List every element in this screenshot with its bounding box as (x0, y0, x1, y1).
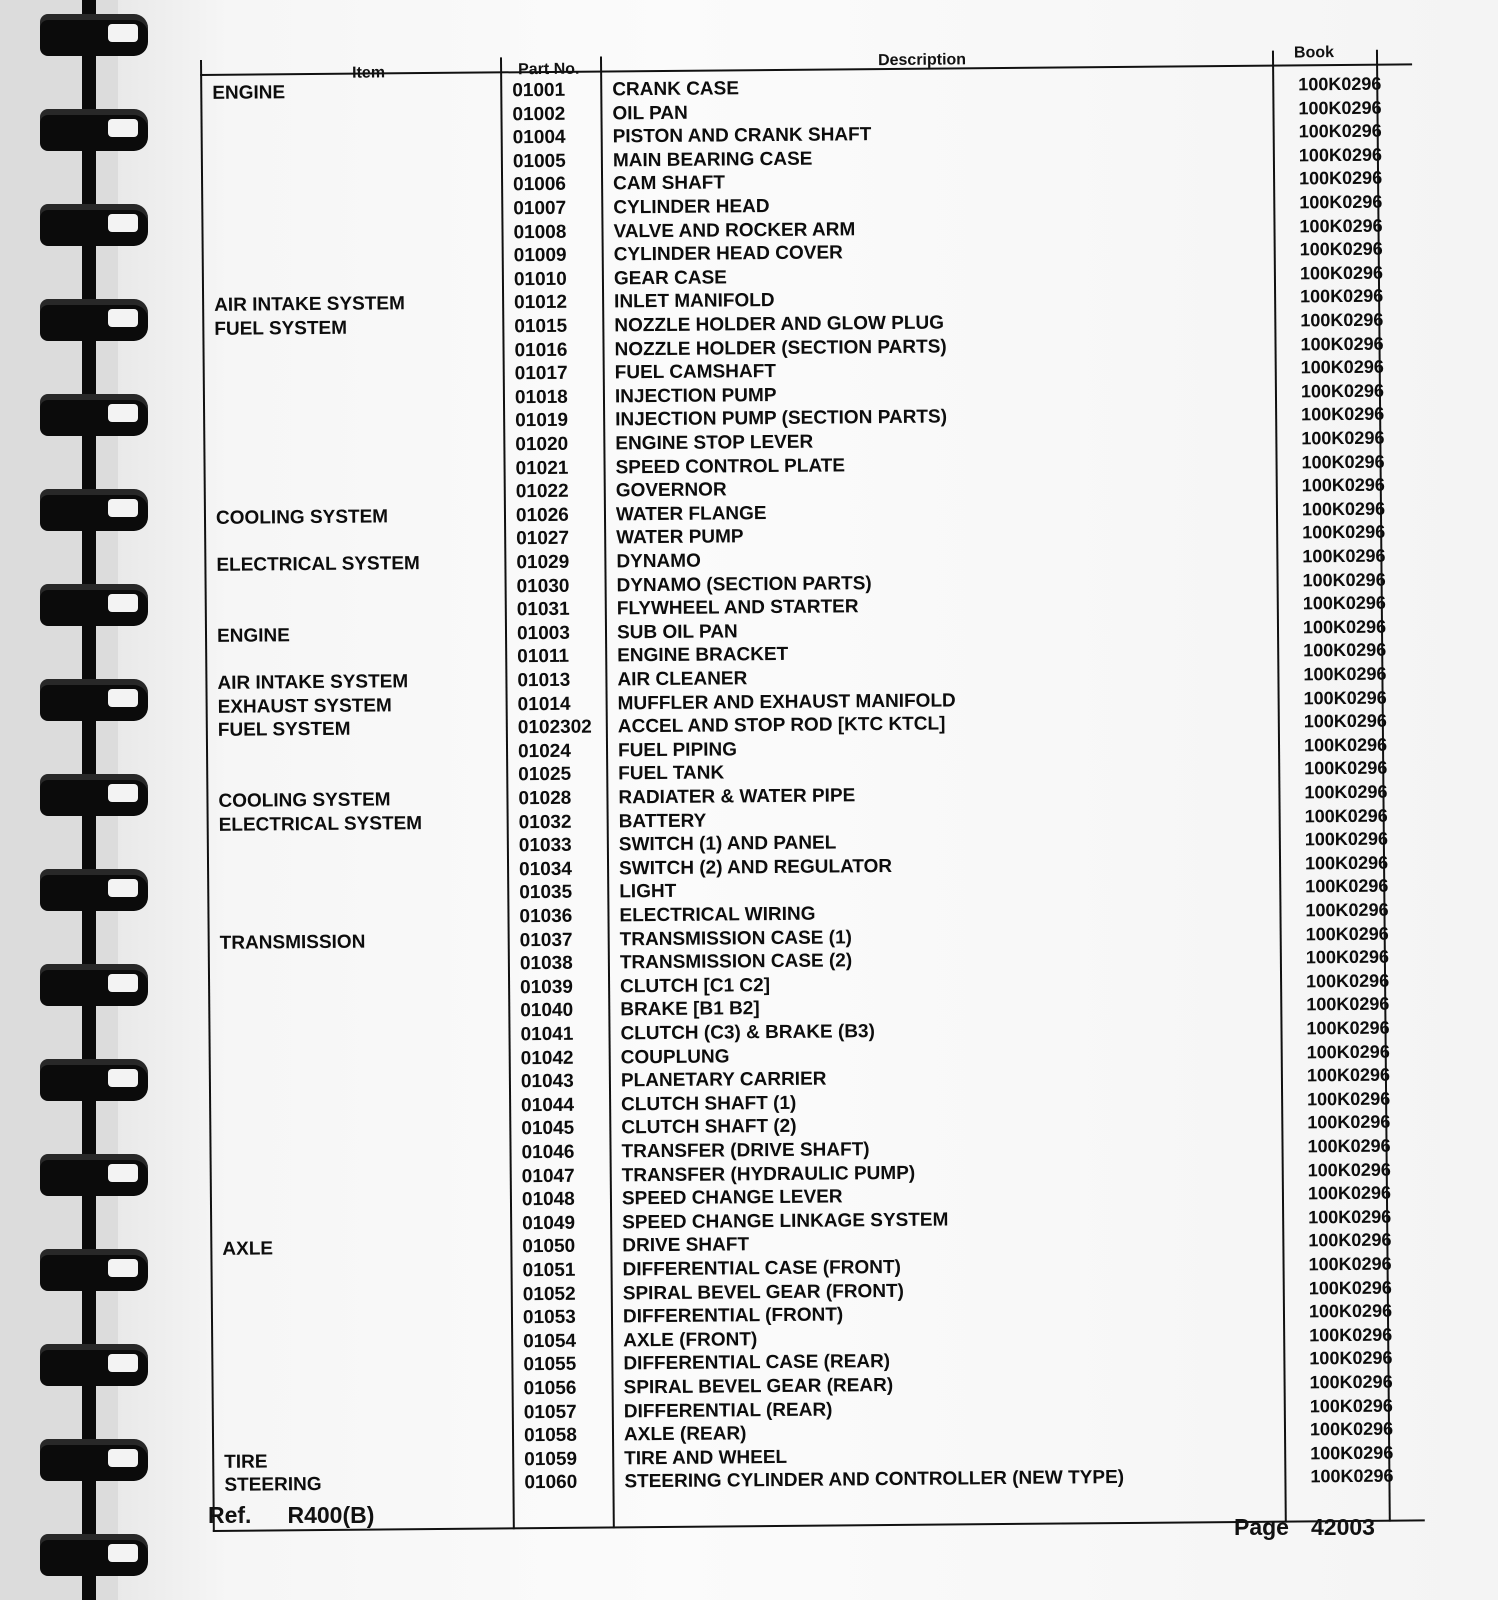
part-no-cell: 01009 (513, 244, 567, 267)
description-cell: PLANETARY CARRIER (620, 1068, 827, 1092)
description-cell: WATER FLANGE (615, 502, 767, 526)
description-cell: SPEED CONTROL PLATE (615, 454, 846, 478)
part-no-cell: 01004 (512, 127, 566, 149)
book-cell: 100K0296 (1302, 522, 1386, 543)
description-cell: CRANK CASE (612, 78, 740, 101)
book-cell: 100K0296 (1299, 215, 1383, 237)
book-cell: 100K0296 (1303, 663, 1387, 685)
header-part-no: Part No. (518, 60, 580, 79)
book-cell: 100K0296 (1299, 191, 1383, 213)
item-cell: EXHAUST SYSTEM (217, 694, 392, 718)
binding-ring (40, 204, 148, 246)
part-no-cell: 01001 (512, 79, 566, 102)
book-cell: 100K0296 (1307, 1135, 1391, 1157)
ref-label: Ref. (208, 1502, 252, 1528)
binding-ring (40, 679, 148, 721)
part-no-cell: 01048 (521, 1188, 575, 1211)
part-no-cell: 01016 (514, 339, 568, 361)
description-cell: DYNAMO (616, 550, 701, 573)
description-cell: NOZZLE HOLDER (SECTION PARTS) (614, 336, 947, 360)
description-cell: GEAR CASE (613, 267, 727, 290)
book-cell: 100K0296 (1302, 545, 1386, 567)
part-no-cell: 01002 (512, 103, 566, 125)
part-no-cell: 01059 (524, 1448, 578, 1471)
part-no-cell: 01039 (520, 976, 574, 999)
description-cell: LIGHT (619, 881, 677, 903)
part-no-cell: 01022 (515, 480, 569, 503)
part-no-cell: 01036 (519, 905, 573, 928)
part-no-cell: 01020 (515, 433, 569, 456)
binding-ring (40, 1344, 148, 1386)
parts-index-table (200, 44, 1425, 1532)
part-no-cell: 01029 (516, 551, 570, 574)
item-cell: ELECTRICAL SYSTEM (216, 553, 420, 576)
book-cell: 100K0296 (1305, 946, 1390, 968)
binding-ring (40, 774, 148, 816)
binding-ring (40, 394, 148, 436)
description-cell: ENGINE BRACKET (617, 644, 789, 667)
description-cell: CYLINDER HEAD COVER (613, 242, 843, 266)
description-cell: AXLE (FRONT) (623, 1328, 758, 1352)
part-no-cell: 01030 (516, 575, 570, 597)
description-cell: ACCEL AND STOP ROD [KTC KTCL] (617, 713, 946, 738)
part-no-cell: 01060 (524, 1472, 578, 1494)
book-cell: 100K0296 (1302, 616, 1387, 638)
book-cell: 100K0296 (1308, 1277, 1392, 1298)
book-cell: 100K0296 (1309, 1395, 1393, 1416)
description-cell: DIFFERENTIAL CASE (FRONT) (622, 1256, 901, 1281)
part-no-cell: 01031 (516, 598, 570, 621)
description-cell: ELECTRICAL WIRING (619, 903, 816, 927)
part-no-cell: 01054 (523, 1330, 577, 1353)
book-cell: 100K0296 (1301, 404, 1385, 425)
description-cell: CLUTCH SHAFT (2) (621, 1116, 797, 1139)
item-cell: ENGINE (212, 82, 286, 104)
part-no-cell: 01006 (513, 174, 567, 196)
part-no-cell: 01042 (520, 1047, 574, 1069)
description-cell: STEERING CYLINDER AND CONTROLLER (NEW TYPE) (624, 1467, 1125, 1493)
binding-ring (40, 964, 148, 1006)
binding-ring (40, 299, 148, 341)
book-cell: 100K0296 (1305, 970, 1390, 992)
book-cell: 100K0296 (1307, 1182, 1392, 1204)
item-cell: STEERING (224, 1474, 322, 1497)
part-no-cell: 01040 (520, 1000, 574, 1022)
page-number: 42003 (1310, 1514, 1375, 1540)
binding-ring (40, 1249, 148, 1291)
book-cell: 100K0296 (1306, 1064, 1391, 1086)
book-cell: 100K0296 (1309, 1348, 1393, 1369)
description-cell: SPEED CHANGE LEVER (621, 1186, 843, 1210)
description-cell: BATTERY (618, 810, 707, 832)
part-no-cell: 01018 (514, 386, 568, 409)
book-cell: 100K0296 (1305, 923, 1389, 944)
book-cell: 100K0296 (1310, 1466, 1394, 1487)
description-cell: AIR CLEANER (617, 668, 748, 691)
page-label: Page (1234, 1514, 1289, 1540)
part-no-cell: 01017 (514, 362, 568, 385)
description-cell: PISTON AND CRANK SHAFT (612, 124, 872, 148)
part-no-cell: 01021 (515, 457, 569, 479)
book-cell: 100K0296 (1305, 876, 1389, 897)
description-cell: SPIRAL BEVEL GEAR (FRONT) (622, 1280, 905, 1304)
part-no-cell: 01019 (515, 410, 569, 432)
book-cell: 100K0296 (1307, 1088, 1391, 1110)
ref-code: R400(B) (287, 1502, 375, 1528)
part-no-cell: 01026 (515, 504, 569, 527)
description-cell: DIFFERENTIAL (REAR) (623, 1399, 833, 1422)
binding-ring (40, 489, 148, 531)
description-cell: VALVE AND ROCKER ARM (613, 218, 856, 242)
part-no-cell: 01010 (513, 268, 567, 291)
book-cell: 100K0296 (1298, 73, 1382, 95)
book-cell: 100K0296 (1310, 1442, 1394, 1464)
part-no-cell: 01003 (516, 622, 570, 645)
part-no-cell: 01008 (513, 221, 567, 243)
book-cell: 100K0296 (1298, 168, 1383, 189)
book-cell: 100K0296 (1307, 1159, 1391, 1180)
description-cell: FUEL PIPING (617, 739, 738, 762)
binding-ring (40, 14, 148, 56)
part-no-cell: 01045 (521, 1118, 575, 1140)
part-no-cell: 01053 (522, 1306, 576, 1329)
header-description: Description (877, 51, 967, 70)
description-cell: TRANSMISSION CASE (2) (619, 950, 853, 974)
description-cell: SUB OIL PAN (616, 621, 738, 644)
book-cell: 100K0296 (1300, 309, 1384, 331)
item-cell: ENGINE (216, 625, 290, 647)
book-cell: 100K0296 (1306, 1041, 1390, 1062)
book-cell: 100K0296 (1300, 380, 1385, 402)
book-cell: 100K0296 (1308, 1230, 1392, 1251)
item-cell: COOLING SYSTEM (215, 506, 389, 529)
description-cell: TRANSFER (DRIVE SHAFT) (621, 1139, 870, 1163)
part-no-cell: 01037 (519, 929, 573, 951)
part-no-cell: 01012 (514, 292, 568, 314)
book-cell: 100K0296 (1301, 498, 1386, 520)
book-cell: 100K0296 (1298, 144, 1383, 166)
part-no-cell: 01044 (521, 1094, 575, 1117)
book-cell: 100K0296 (1309, 1371, 1393, 1393)
book-cell: 100K0296 (1304, 758, 1388, 779)
book-cell: 100K0296 (1308, 1206, 1392, 1228)
footer-reference (208, 1502, 374, 1529)
book-cell: 100K0296 (1303, 710, 1387, 732)
book-cell: 100K0296 (1303, 640, 1387, 661)
book-cell: 100K0296 (1304, 805, 1388, 826)
book-cell: 100K0296 (1306, 994, 1390, 1015)
item-cell: COOLING SYSTEM (218, 789, 391, 812)
book-cell: 100K0296 (1302, 592, 1386, 614)
description-cell: FUEL CAMSHAFT (614, 361, 776, 384)
description-cell: CLUTCH SHAFT (1) (621, 1092, 797, 1116)
book-cell: 100K0296 (1307, 1112, 1391, 1133)
book-cell: 100K0296 (1301, 451, 1385, 472)
description-cell: FUEL TANK (618, 762, 725, 785)
book-cell: 100K0296 (1304, 852, 1389, 874)
footer-page (1234, 1514, 1375, 1541)
part-no-cell: 01056 (523, 1377, 577, 1400)
description-cell: CLUTCH [C1 C2] (620, 974, 771, 998)
part-no-cell: 01025 (518, 764, 572, 786)
part-no-cell: 01014 (517, 693, 571, 715)
part-no-cell: 01055 (523, 1354, 577, 1376)
part-no-cell: 01041 (520, 1023, 574, 1046)
part-no-cell: 01052 (522, 1283, 576, 1305)
description-cell: DRIVE SHAFT (622, 1234, 750, 1257)
description-cell: MUFFLER AND EXHAUST MANIFOLD (617, 690, 956, 714)
part-no-cell: 01046 (521, 1141, 575, 1164)
description-cell: TRANSFER (HYDRAULIC PUMP) (621, 1162, 916, 1186)
book-cell: 100K0296 (1304, 781, 1388, 803)
binding-ring (40, 584, 148, 626)
part-no-cell: 0102302 (517, 716, 592, 739)
book-cell: 100K0296 (1305, 899, 1389, 921)
book-cell: 100K0296 (1306, 1017, 1390, 1039)
description-cell: CLUTCH (C3) & BRAKE (B3) (620, 1021, 875, 1045)
binding-ring (40, 869, 148, 911)
book-cell: 100K0296 (1308, 1253, 1392, 1275)
part-no-cell: 01011 (517, 646, 570, 668)
item-cell: FUEL SYSTEM (214, 317, 348, 340)
part-no-cell: 01033 (518, 834, 572, 857)
part-no-cell: 01051 (522, 1259, 576, 1282)
description-cell: OIL PAN (612, 102, 688, 124)
book-cell: 100K0296 (1301, 427, 1385, 449)
book-cell: 100K0296 (1300, 333, 1384, 355)
description-cell: SPEED CHANGE LINKAGE SYSTEM (622, 1209, 949, 1234)
part-no-cell: 01015 (514, 315, 568, 338)
book-cell: 100K0296 (1300, 286, 1384, 307)
item-cell: AIR INTAKE SYSTEM (214, 293, 405, 317)
description-cell: SPIRAL BEVEL GEAR (REAR) (623, 1375, 894, 1399)
book-cell: 100K0296 (1304, 828, 1389, 850)
part-no-cell: 01007 (513, 197, 567, 220)
description-cell: COUPLUNG (620, 1046, 730, 1068)
part-no-cell: 01057 (523, 1401, 577, 1423)
part-no-cell: 01028 (518, 787, 572, 810)
part-no-cell: 01047 (521, 1165, 575, 1187)
book-cell: 100K0296 (1298, 97, 1382, 119)
binding-ring (40, 1534, 148, 1576)
description-cell: RADIATER & WATER PIPE (618, 785, 856, 809)
part-no-cell: 01050 (522, 1236, 576, 1258)
description-cell: TRANSMISSION CASE (1) (619, 926, 853, 950)
part-no-cell: 01005 (512, 150, 566, 173)
binding-ring (40, 1059, 148, 1101)
part-no-cell: 01038 (519, 952, 573, 975)
book-cell: 100K0296 (1301, 474, 1385, 496)
part-no-cell: 01035 (519, 882, 573, 904)
description-cell: DIFFERENTIAL (FRONT) (622, 1304, 844, 1328)
description-cell: CAM SHAFT (613, 172, 726, 195)
book-cell: 100K0296 (1298, 120, 1382, 142)
description-cell: MAIN BEARING CASE (612, 148, 813, 172)
description-cell: NOZZLE HOLDER AND GLOW PLUG (614, 312, 945, 337)
description-cell: SWITCH (1) AND PANEL (618, 832, 837, 856)
description-cell: GOVERNOR (615, 479, 727, 502)
part-no-cell: 01058 (523, 1424, 577, 1447)
item-cell: AIR INTAKE SYSTEM (217, 671, 409, 694)
part-no-cell: 01024 (517, 740, 571, 763)
part-no-cell: 01027 (516, 528, 570, 550)
description-cell: ENGINE STOP LEVER (615, 431, 814, 455)
description-cell: FLYWHEEL AND STARTER (616, 596, 859, 620)
description-cell: INJECTION PUMP (SECTION PARTS) (615, 406, 948, 431)
part-no-cell: 01013 (517, 669, 571, 692)
description-cell: DYNAMO (SECTION PARTS) (616, 572, 872, 596)
book-cell: 100K0296 (1303, 687, 1387, 708)
description-cell: DIFFERENTIAL CASE (REAR) (623, 1351, 891, 1375)
book-cell: 100K0296 (1299, 262, 1384, 284)
item-cell: AXLE (222, 1238, 274, 1261)
description-cell: INJECTION PUMP (614, 384, 777, 408)
binding-ring (40, 1154, 148, 1196)
description-cell: SWITCH (2) AND REGULATOR (618, 855, 893, 880)
description-cell: INLET MANIFOLD (614, 290, 775, 313)
book-cell: 100K0296 (1303, 734, 1388, 756)
header-book: Book (1293, 44, 1335, 62)
binding-ring (40, 1439, 148, 1481)
part-no-cell: 01049 (522, 1212, 576, 1235)
book-cell: 100K0296 (1309, 1418, 1394, 1440)
binding-ring (40, 109, 148, 151)
part-no-cell: 01043 (520, 1070, 574, 1093)
description-cell: WATER PUMP (616, 526, 744, 549)
item-cell: TIRE (224, 1451, 268, 1473)
item-cell: FUEL SYSTEM (217, 718, 351, 742)
description-cell: CYLINDER HEAD (613, 196, 770, 219)
part-no-cell: 01034 (518, 858, 573, 881)
item-cell: ELECTRICAL SYSTEM (218, 812, 423, 836)
header-item: Item (352, 64, 386, 82)
book-cell: 100K0296 (1300, 356, 1384, 378)
description-cell: AXLE (REAR) (623, 1423, 747, 1446)
description-cell: TIRE AND WHEEL (624, 1446, 788, 1470)
book-cell: 100K0296 (1299, 238, 1383, 260)
book-cell: 100K0296 (1302, 569, 1386, 590)
part-no-cell: 01032 (518, 811, 572, 833)
book-cell: 100K0296 (1308, 1300, 1393, 1322)
book-cell: 100K0296 (1309, 1324, 1393, 1346)
description-cell: BRAKE [B1 B2] (620, 998, 760, 1021)
item-cell: TRANSMISSION (219, 931, 366, 954)
